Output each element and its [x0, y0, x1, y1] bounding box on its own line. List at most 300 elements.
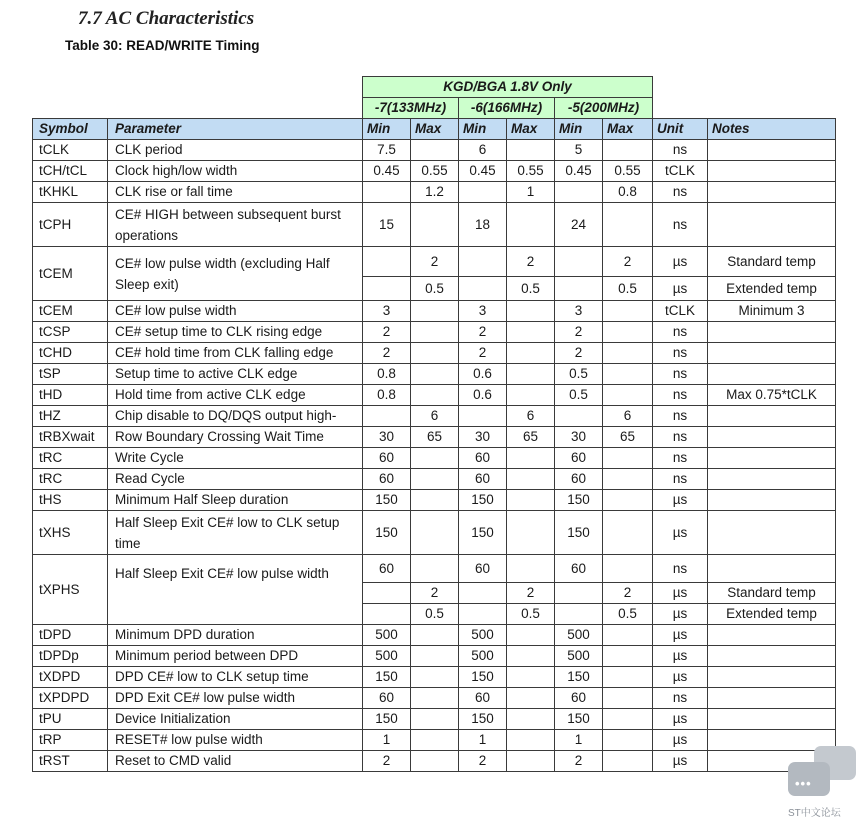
- value-cell: 30: [363, 427, 411, 448]
- value-cell: [411, 625, 459, 646]
- value-cell: [411, 511, 459, 555]
- value-cell: 5: [555, 140, 603, 161]
- value-cell: [603, 343, 653, 364]
- value-cell: 60: [363, 448, 411, 469]
- value-cell: [411, 322, 459, 343]
- value-cell: [411, 364, 459, 385]
- parameter-cell: Setup time to active CLK edge: [108, 364, 363, 385]
- table-row: [33, 406, 836, 427]
- group-header: KGD/BGA 1.8V Only: [363, 77, 653, 98]
- unit-cell: tCLK: [653, 161, 708, 182]
- notes-cell: Minimum 3: [708, 301, 836, 322]
- table-row: [33, 625, 836, 646]
- value-cell: [555, 182, 603, 203]
- value-cell: [603, 667, 653, 688]
- value-cell: 150: [555, 511, 603, 555]
- unit-cell: µs: [653, 604, 708, 625]
- symbol-cell: tCEM: [33, 247, 108, 301]
- value-cell: [459, 182, 507, 203]
- symbol-cell: tXPHS: [33, 555, 108, 625]
- value-cell: 65: [411, 427, 459, 448]
- value-cell: 60: [555, 555, 603, 583]
- value-cell: 0.6: [459, 385, 507, 406]
- value-cell: [507, 667, 555, 688]
- value-cell: 150: [363, 667, 411, 688]
- value-cell: 150: [555, 667, 603, 688]
- notes-cell: Extended temp: [708, 277, 836, 301]
- value-cell: 7.5: [363, 140, 411, 161]
- symbol-cell: tCH/tCL: [33, 161, 108, 182]
- value-cell: 60: [459, 469, 507, 490]
- value-cell: 60: [555, 688, 603, 709]
- table-row: [33, 203, 836, 247]
- value-cell: [411, 203, 459, 247]
- value-cell: 2: [603, 247, 653, 277]
- col-header-max: Max: [603, 119, 653, 140]
- notes-cell: [708, 448, 836, 469]
- value-cell: 500: [459, 646, 507, 667]
- notes-cell: [708, 469, 836, 490]
- value-cell: [459, 247, 507, 277]
- value-cell: [507, 688, 555, 709]
- value-cell: 0.55: [507, 161, 555, 182]
- value-cell: 0.8: [603, 182, 653, 203]
- value-cell: [603, 364, 653, 385]
- symbol-cell: tCHD: [33, 343, 108, 364]
- value-cell: 2: [459, 751, 507, 772]
- unit-cell: ns: [653, 364, 708, 385]
- value-cell: 6: [459, 140, 507, 161]
- parameter-cell: CE# setup time to CLK rising edge: [108, 322, 363, 343]
- value-cell: [459, 406, 507, 427]
- speed-grade-row: [33, 98, 836, 119]
- value-cell: 0.45: [363, 161, 411, 182]
- value-cell: 3: [459, 301, 507, 322]
- notes-cell: [708, 343, 836, 364]
- value-cell: 0.55: [603, 161, 653, 182]
- value-cell: 0.5: [507, 277, 555, 301]
- value-cell: 150: [459, 490, 507, 511]
- notes-cell: Standard temp: [708, 247, 836, 277]
- value-cell: [411, 385, 459, 406]
- value-cell: [411, 555, 459, 583]
- symbol-cell: tCLK: [33, 140, 108, 161]
- col-header-min: Min: [459, 119, 507, 140]
- table-row: [33, 667, 836, 688]
- watermark-text: ST中文论坛: [788, 808, 841, 819]
- unit-cell: ns: [653, 322, 708, 343]
- notes-cell: Extended temp: [708, 604, 836, 625]
- value-cell: [411, 667, 459, 688]
- parameter-cell: Half Sleep Exit CE# low to CLK setup time: [108, 511, 363, 555]
- value-cell: 1.2: [411, 182, 459, 203]
- value-cell: [603, 448, 653, 469]
- value-cell: [555, 604, 603, 625]
- value-cell: [507, 625, 555, 646]
- parameter-cell: Device Initialization: [108, 709, 363, 730]
- table-row: [33, 709, 836, 730]
- table-row: [33, 555, 836, 583]
- value-cell: 500: [363, 625, 411, 646]
- value-cell: [603, 688, 653, 709]
- value-cell: [603, 322, 653, 343]
- symbol-cell: tXDPD: [33, 667, 108, 688]
- value-cell: [507, 555, 555, 583]
- parameter-cell: Row Boundary Crossing Wait Time: [108, 427, 363, 448]
- value-cell: [507, 385, 555, 406]
- value-cell: 2: [507, 583, 555, 604]
- value-cell: 18: [459, 203, 507, 247]
- table-row: [33, 247, 836, 277]
- value-cell: [363, 406, 411, 427]
- value-cell: [411, 469, 459, 490]
- section-title: 7.7 AC Characteristics: [78, 8, 255, 29]
- notes-cell: [708, 182, 836, 203]
- table-row: [33, 161, 836, 182]
- watermark: ••• ST中文论坛: [788, 746, 856, 822]
- value-cell: 150: [363, 490, 411, 511]
- parameter-cell: RESET# low pulse width: [108, 730, 363, 751]
- parameter-cell: Read Cycle: [108, 469, 363, 490]
- value-cell: [603, 511, 653, 555]
- table-title: Table 30: READ/WRITE Timing: [65, 38, 260, 53]
- unit-cell: ns: [653, 688, 708, 709]
- unit-cell: ns: [653, 385, 708, 406]
- parameter-cell: Reset to CMD valid: [108, 751, 363, 772]
- value-cell: [363, 277, 411, 301]
- table-row: [33, 182, 836, 203]
- value-cell: [603, 385, 653, 406]
- value-cell: 60: [459, 555, 507, 583]
- value-cell: 500: [459, 625, 507, 646]
- value-cell: 150: [459, 511, 507, 555]
- value-cell: [507, 364, 555, 385]
- value-cell: [603, 140, 653, 161]
- table-row: [33, 427, 836, 448]
- value-cell: [555, 247, 603, 277]
- value-cell: 500: [555, 646, 603, 667]
- parameter-cell: DPD Exit CE# low pulse width: [108, 688, 363, 709]
- value-cell: 1: [555, 730, 603, 751]
- parameter-cell: Chip disable to DQ/DQS output high-: [108, 406, 363, 427]
- value-cell: [363, 247, 411, 277]
- notes-cell: [708, 688, 836, 709]
- value-cell: [411, 646, 459, 667]
- table-row: [33, 730, 836, 751]
- value-cell: [603, 301, 653, 322]
- value-cell: 30: [555, 427, 603, 448]
- value-cell: 6: [507, 406, 555, 427]
- value-cell: 0.6: [459, 364, 507, 385]
- unit-cell: ns: [653, 555, 708, 583]
- value-cell: 60: [555, 448, 603, 469]
- value-cell: 2: [603, 583, 653, 604]
- symbol-cell: tKHKL: [33, 182, 108, 203]
- value-cell: 1: [507, 182, 555, 203]
- value-cell: [507, 751, 555, 772]
- value-cell: [507, 490, 555, 511]
- speed-grade: -5(200MHz): [555, 98, 653, 119]
- value-cell: [603, 203, 653, 247]
- unit-cell: µs: [653, 511, 708, 555]
- notes-cell: [708, 625, 836, 646]
- table-row: [33, 688, 836, 709]
- symbol-cell: tCPH: [33, 203, 108, 247]
- value-cell: [363, 604, 411, 625]
- symbol-cell: tPU: [33, 709, 108, 730]
- unit-cell: ns: [653, 448, 708, 469]
- speed-grade: -7(133MHz): [363, 98, 459, 119]
- value-cell: 60: [363, 469, 411, 490]
- parameter-cell: Write Cycle: [108, 448, 363, 469]
- unit-cell: ns: [653, 427, 708, 448]
- parameter-cell: CLK rise or fall time: [108, 182, 363, 203]
- value-cell: 0.8: [363, 364, 411, 385]
- value-cell: 0.55: [411, 161, 459, 182]
- col-header-parameter: Parameter: [108, 119, 363, 140]
- notes-cell: [708, 709, 836, 730]
- value-cell: [411, 343, 459, 364]
- value-cell: [507, 322, 555, 343]
- symbol-cell: tXPDPD: [33, 688, 108, 709]
- value-cell: 0.5: [603, 277, 653, 301]
- value-cell: [459, 583, 507, 604]
- value-cell: 2: [411, 583, 459, 604]
- value-cell: [411, 688, 459, 709]
- value-cell: [603, 646, 653, 667]
- value-cell: [507, 301, 555, 322]
- symbol-cell: tDPDp: [33, 646, 108, 667]
- value-cell: 6: [411, 406, 459, 427]
- notes-cell: [708, 511, 836, 555]
- unit-cell: µs: [653, 730, 708, 751]
- symbol-cell: tHZ: [33, 406, 108, 427]
- value-cell: 150: [363, 511, 411, 555]
- notes-cell: [708, 427, 836, 448]
- parameter-cell: DPD CE# low to CLK setup time: [108, 667, 363, 688]
- value-cell: 24: [555, 203, 603, 247]
- unit-cell: µs: [653, 709, 708, 730]
- value-cell: 2: [363, 751, 411, 772]
- value-cell: 15: [363, 203, 411, 247]
- symbol-cell: tRBXwait: [33, 427, 108, 448]
- value-cell: 0.5: [507, 604, 555, 625]
- value-cell: [411, 490, 459, 511]
- symbol-cell: tCSP: [33, 322, 108, 343]
- value-cell: 500: [555, 625, 603, 646]
- parameter-cell: Clock high/low width: [108, 161, 363, 182]
- notes-cell: [708, 203, 836, 247]
- value-cell: [459, 277, 507, 301]
- notes-cell: [708, 406, 836, 427]
- value-cell: [603, 709, 653, 730]
- value-cell: 2: [459, 343, 507, 364]
- unit-cell: µs: [653, 751, 708, 772]
- value-cell: [507, 511, 555, 555]
- value-cell: [411, 709, 459, 730]
- parameter-cell: Minimum period between DPD: [108, 646, 363, 667]
- value-cell: [507, 646, 555, 667]
- value-cell: 60: [555, 469, 603, 490]
- value-cell: 0.8: [363, 385, 411, 406]
- value-cell: 0.5: [603, 604, 653, 625]
- value-cell: 0.5: [555, 364, 603, 385]
- value-cell: 0.45: [555, 161, 603, 182]
- value-cell: [507, 448, 555, 469]
- value-cell: 150: [459, 709, 507, 730]
- value-cell: 2: [555, 343, 603, 364]
- unit-cell: ns: [653, 182, 708, 203]
- value-cell: [507, 203, 555, 247]
- value-cell: [411, 448, 459, 469]
- table-row: [33, 469, 836, 490]
- unit-cell: ns: [653, 469, 708, 490]
- value-cell: 0.45: [459, 161, 507, 182]
- value-cell: [603, 751, 653, 772]
- value-cell: [555, 277, 603, 301]
- symbol-cell: tHS: [33, 490, 108, 511]
- value-cell: 6: [603, 406, 653, 427]
- unit-cell: µs: [653, 667, 708, 688]
- unit-cell: µs: [653, 646, 708, 667]
- symbol-cell: tCEM: [33, 301, 108, 322]
- value-cell: [603, 490, 653, 511]
- col-header-notes: Notes: [708, 119, 836, 140]
- symbol-cell: tDPD: [33, 625, 108, 646]
- symbol-cell: tSP: [33, 364, 108, 385]
- col-header-max: Max: [507, 119, 555, 140]
- unit-cell: µs: [653, 277, 708, 301]
- table-row: [33, 511, 836, 555]
- value-cell: [603, 730, 653, 751]
- parameter-cell: CE# low pulse width (excluding Half Sleep exit): [108, 247, 363, 301]
- value-cell: 60: [459, 688, 507, 709]
- value-cell: 3: [363, 301, 411, 322]
- value-cell: 2: [555, 322, 603, 343]
- value-cell: [555, 583, 603, 604]
- symbol-cell: tRC: [33, 469, 108, 490]
- col-header-min: Min: [555, 119, 603, 140]
- unit-cell: µs: [653, 583, 708, 604]
- timing-table: [32, 76, 836, 772]
- value-cell: 0.5: [411, 277, 459, 301]
- value-cell: [555, 406, 603, 427]
- col-header-max: Max: [411, 119, 459, 140]
- notes-cell: Max 0.75*tCLK: [708, 385, 836, 406]
- column-header-row: [33, 119, 836, 140]
- symbol-cell: tXHS: [33, 511, 108, 555]
- notes-cell: [708, 555, 836, 583]
- table-row: [33, 140, 836, 161]
- notes-cell: [708, 322, 836, 343]
- value-cell: [507, 469, 555, 490]
- parameter-cell: CLK period: [108, 140, 363, 161]
- unit-cell: µs: [653, 247, 708, 277]
- value-cell: [603, 555, 653, 583]
- value-cell: 2: [363, 322, 411, 343]
- value-cell: [363, 182, 411, 203]
- value-cell: 500: [363, 646, 411, 667]
- col-header-unit: Unit: [653, 119, 708, 140]
- value-cell: 3: [555, 301, 603, 322]
- value-cell: 2: [459, 322, 507, 343]
- notes-cell: [708, 490, 836, 511]
- speed-grade: -6(166MHz): [459, 98, 555, 119]
- notes-cell: [708, 667, 836, 688]
- parameter-cell: Half Sleep Exit CE# low pulse width: [108, 555, 363, 625]
- unit-cell: ns: [653, 203, 708, 247]
- table-row: [33, 448, 836, 469]
- value-cell: 60: [363, 555, 411, 583]
- table-row: [33, 343, 836, 364]
- value-cell: 150: [363, 709, 411, 730]
- value-cell: 1: [363, 730, 411, 751]
- value-cell: 60: [459, 448, 507, 469]
- value-cell: 2: [411, 247, 459, 277]
- col-header-symbol: Symbol: [33, 119, 108, 140]
- symbol-cell: tHD: [33, 385, 108, 406]
- parameter-cell: Hold time from active CLK edge: [108, 385, 363, 406]
- value-cell: [411, 301, 459, 322]
- value-cell: [603, 469, 653, 490]
- value-cell: 60: [363, 688, 411, 709]
- notes-cell: [708, 364, 836, 385]
- group-header-row: [33, 77, 836, 98]
- value-cell: [411, 730, 459, 751]
- notes-cell: Standard temp: [708, 583, 836, 604]
- value-cell: 1: [459, 730, 507, 751]
- notes-cell: [708, 646, 836, 667]
- value-cell: [411, 751, 459, 772]
- value-cell: [507, 343, 555, 364]
- parameter-cell: CE# low pulse width: [108, 301, 363, 322]
- value-cell: [603, 625, 653, 646]
- value-cell: 2: [507, 247, 555, 277]
- unit-cell: ns: [653, 343, 708, 364]
- value-cell: [363, 583, 411, 604]
- symbol-cell: tRP: [33, 730, 108, 751]
- unit-cell: µs: [653, 625, 708, 646]
- value-cell: 2: [363, 343, 411, 364]
- col-header-min: Min: [363, 119, 411, 140]
- notes-cell: [708, 140, 836, 161]
- value-cell: [507, 709, 555, 730]
- table-row: [33, 490, 836, 511]
- value-cell: [507, 140, 555, 161]
- value-cell: [459, 604, 507, 625]
- value-cell: 150: [555, 490, 603, 511]
- table-row: [33, 301, 836, 322]
- unit-cell: ns: [653, 140, 708, 161]
- parameter-cell: Minimum Half Sleep duration: [108, 490, 363, 511]
- value-cell: 2: [555, 751, 603, 772]
- table-row: [33, 364, 836, 385]
- value-cell: 150: [555, 709, 603, 730]
- parameter-cell: CE# hold time from CLK falling edge: [108, 343, 363, 364]
- parameter-cell: CE# HIGH between subsequent burst operations: [108, 203, 363, 247]
- value-cell: [507, 730, 555, 751]
- symbol-cell: tRST: [33, 751, 108, 772]
- value-cell: 0.5: [411, 604, 459, 625]
- parameter-cell: Minimum DPD duration: [108, 625, 363, 646]
- value-cell: 0.5: [555, 385, 603, 406]
- unit-cell: µs: [653, 490, 708, 511]
- value-cell: 30: [459, 427, 507, 448]
- table-row: [33, 385, 836, 406]
- value-cell: 65: [603, 427, 653, 448]
- table-row: [33, 751, 836, 772]
- value-cell: 150: [459, 667, 507, 688]
